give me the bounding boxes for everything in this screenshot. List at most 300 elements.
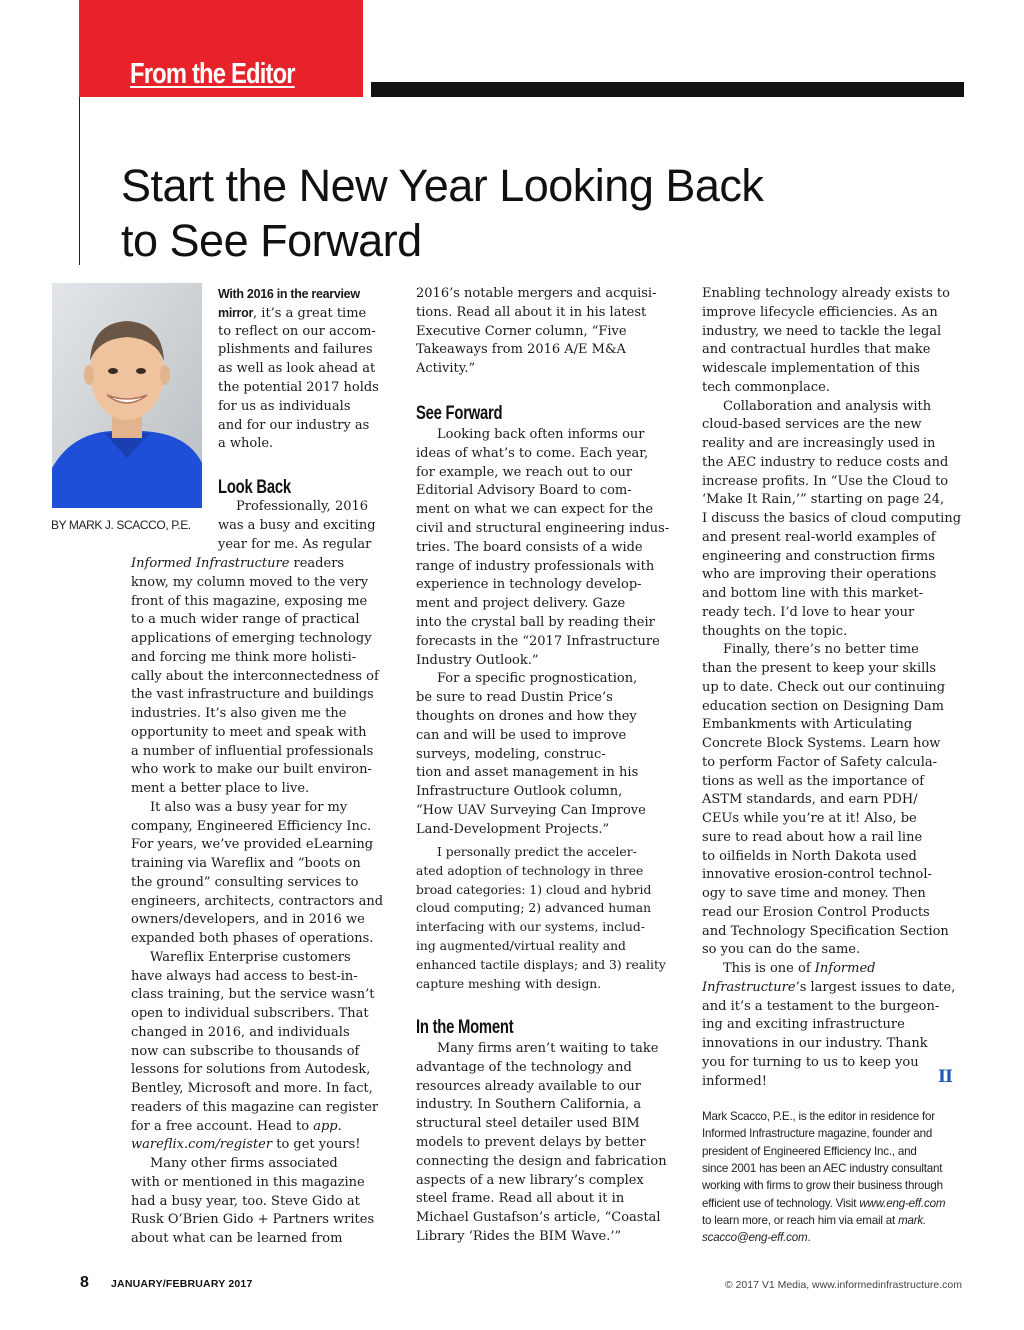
line-text: open to individual subscribers. That: [131, 1006, 369, 1021]
line-text: steel frame. Read all about it in: [416, 1191, 625, 1207]
text-line: [416, 708, 637, 727]
text-line: [131, 1230, 342, 1249]
text-line: [702, 341, 930, 360]
italic-text: www.eng-eff.com: [859, 1196, 946, 1210]
text-line: [702, 754, 937, 773]
line-text: ASTM standards, and earn PDH/: [702, 792, 918, 808]
text-line: [131, 968, 358, 987]
text-line: [702, 679, 945, 698]
text-line: [723, 398, 931, 417]
line-text: ready tech. I’d love to hear your: [702, 604, 915, 620]
line-text: informed!: [702, 1073, 767, 1089]
line-text: the potential 2017 holds: [218, 380, 379, 395]
italic-text: Infrastructure: [702, 979, 796, 995]
text-line: [702, 1125, 932, 1142]
text-line: [702, 1195, 945, 1212]
text-line: [218, 517, 376, 536]
line-text: for example, we reach out to our: [416, 464, 633, 480]
line-text: the vast infrastructure and buildings: [131, 687, 374, 703]
text-line: [416, 1078, 641, 1097]
line-text: a whole.: [218, 436, 274, 452]
text-line: [702, 1073, 767, 1092]
text-line: [702, 773, 924, 792]
line-text: Enabling technology already exists to: [702, 286, 950, 301]
line-text: reality and are increasingly used in: [702, 436, 936, 451]
line-text: class training, but the service wasn’t: [131, 987, 375, 1003]
line-text: about what can be learned from: [131, 1231, 343, 1246]
lead-in: With 2016 in the rearview: [218, 287, 360, 301]
line-text: capture meshing with design.: [416, 976, 602, 991]
text-line: [702, 585, 923, 604]
text-line: [131, 1080, 373, 1099]
text-line: [218, 398, 351, 417]
line-text: aspects of a new library’s complex: [416, 1172, 644, 1188]
text-line: [131, 705, 346, 724]
text-line: [416, 1209, 661, 1228]
line-text: enhanced tactile displays; and 3) reality: [416, 957, 666, 972]
line-text: Library ‘Rides the BIM Wave.’”: [416, 1229, 622, 1244]
line-text: For a specific prognostication,: [437, 671, 638, 687]
vertical-rule: [79, 97, 80, 265]
text-line: [416, 576, 642, 595]
subhead-look-back: Look Back: [218, 477, 291, 498]
text-line: [702, 323, 941, 342]
italic-text: Informed Infrastructure: [131, 556, 290, 571]
portrait-photo-icon: [52, 283, 202, 508]
text-line: [702, 548, 935, 567]
text-line: [131, 836, 373, 855]
text-line: [437, 843, 637, 862]
text-line: [416, 1190, 624, 1209]
line-text: models to prevent delays by better: [416, 1135, 646, 1150]
line-text: lessons for solutions from Autodesk,: [131, 1062, 371, 1078]
text-line: [218, 435, 273, 454]
text-line: [416, 727, 626, 746]
text-line: [416, 1115, 640, 1134]
text-line: [416, 501, 653, 520]
line-text: interfacing with our systems, includ-: [416, 920, 645, 935]
text-line: [702, 904, 930, 923]
line-text: owners/developers, and in 2016 we: [131, 912, 365, 928]
line-text: readers of this magazine can register: [131, 1099, 379, 1115]
section-title: From the Editor: [130, 58, 295, 90]
text-line: [702, 304, 938, 323]
text-line: [702, 1212, 926, 1229]
line-text: to get yours!: [272, 1137, 361, 1153]
text-line: [416, 595, 625, 614]
line-text: ogy to save time and money. Then: [702, 886, 926, 901]
line-text: thoughts on drones and how they: [416, 709, 637, 724]
text-line: [702, 998, 939, 1017]
text-line: [702, 529, 936, 548]
text-line: [416, 1153, 667, 1172]
line-text: was a busy and exciting: [218, 517, 376, 533]
line-text: Editorial Advisory Board to com-: [416, 483, 632, 499]
text-line: [218, 379, 379, 398]
text-line: [702, 1108, 935, 1125]
line-text: to oilfields in North Dakota used: [702, 848, 917, 864]
line-text: who are improving their operations: [702, 567, 937, 583]
text-line: [131, 668, 379, 687]
line-text: and present real-world examples of: [702, 529, 936, 545]
line-text: ment a better place to live.: [131, 781, 310, 796]
line-text: Michael Gustafson’s article, “Coastal: [416, 1210, 661, 1226]
line-text: company, Engineered Efficiency Inc.: [131, 818, 372, 834]
line-text: Collaboration and analysis with: [723, 398, 932, 414]
italic-text: Informed: [814, 961, 876, 976]
line-text: now can subscribe to thousands of: [131, 1043, 360, 1059]
line-text: since 2001 has been an AEC industry consultant: [702, 1161, 943, 1175]
line-text: structural steel detailer used BIM: [416, 1116, 640, 1132]
text-line: [416, 899, 651, 918]
issue-date: JANUARY/FEBRUARY 2017: [111, 1278, 253, 1290]
text-line: [131, 1174, 365, 1193]
text-line: [702, 1054, 919, 1073]
text-line: [131, 630, 372, 649]
headline: [121, 158, 941, 268]
italic-text: wareflix.com/register: [131, 1137, 273, 1153]
text-line: [702, 1035, 928, 1054]
line-text: “How UAV Surveying Can Improve: [416, 803, 646, 818]
text-line: [702, 716, 912, 735]
line-text: Mark Scacco, P.E., is the editor in residence for: [702, 1110, 935, 1123]
text-line: [416, 652, 539, 671]
line-text: tion and asset management in his: [416, 765, 639, 781]
line-text: be sure to read Dustin Price’s: [416, 690, 613, 706]
lead-in: mirror: [218, 305, 254, 320]
text-line: [416, 360, 475, 379]
line-text: broad categories: 1) cloud and hybrid: [416, 882, 652, 897]
line-text: CEUs while you’re at it! Also, be: [702, 811, 917, 826]
line-text: with or mentioned in this magazine: [131, 1174, 365, 1190]
text-line: [702, 660, 936, 679]
text-line: [416, 1096, 641, 1115]
text-line: [218, 360, 375, 379]
text-line: [131, 1211, 374, 1230]
line-text: applications of emerging technology: [131, 631, 372, 646]
text-line: [416, 802, 646, 821]
text-line: [702, 791, 918, 810]
line-text: civil and structural engineering indus-: [416, 521, 670, 536]
line-text: readers: [289, 556, 345, 571]
line-text: and it’s a testament to the burgeon-: [702, 998, 940, 1014]
line-text: sure to read about how a rail line: [702, 829, 923, 845]
line-text: experience in technology develop-: [416, 577, 642, 593]
subhead-in-the-moment: In the Moment: [416, 1017, 514, 1038]
text-line: [702, 491, 944, 510]
text-line: [416, 1172, 644, 1191]
copyright: © 2017 V1 Media, www.informedinfrastructure.com: [724, 1279, 962, 1291]
line-text: tions as well as the importance of: [702, 773, 925, 789]
text-line: [131, 611, 360, 630]
line-text: I discuss the basics of cloud computing: [702, 511, 962, 526]
text-line: [702, 360, 920, 379]
line-text: Takeaways from 2016 A/E M&A: [416, 342, 626, 358]
text-line: [218, 536, 371, 555]
text-line: [131, 1193, 360, 1212]
text-line: [416, 482, 632, 501]
line-text: had a busy year, too. Steve Gido at: [131, 1193, 360, 1209]
line-text: ment and project delivery. Gaze: [416, 596, 626, 612]
text-line: [702, 1016, 905, 1035]
text-line: [131, 874, 358, 893]
text-line: [218, 417, 369, 436]
text-line: [702, 566, 936, 585]
line-text: Finally, there’s no better time: [723, 642, 919, 658]
text-line: [702, 829, 922, 848]
line-text: innovative erosion-control technol-: [702, 867, 932, 883]
line-text: as well as look ahead at: [218, 361, 376, 377]
line-text: improve lifecycle efficiencies. As an: [702, 304, 938, 320]
line-text: industry. In Southern California, a: [416, 1097, 642, 1113]
text-line: [702, 435, 935, 454]
text-line: [702, 1143, 917, 1160]
line-text: efficient use of technology. Visit: [702, 1196, 860, 1210]
line-text: 2016’s notable mergers and acquisi-: [416, 286, 657, 301]
text-line: [131, 1061, 370, 1080]
line-text: to a much wider range of practical: [131, 612, 360, 628]
line-text: and for our industry as: [218, 417, 370, 433]
text-line: [218, 304, 366, 324]
line-text: Activity.”: [416, 361, 476, 377]
text-line: [702, 1229, 811, 1246]
line-text: you for turning to us to keep you: [702, 1054, 919, 1070]
text-line: [131, 930, 373, 949]
page-number: 8: [80, 1274, 89, 1291]
text-line: [416, 445, 648, 464]
text-line: [702, 810, 917, 829]
text-line: [131, 1136, 360, 1155]
line-text: and Technology Specification Section: [702, 923, 949, 939]
line-text: industries. It’s also given me the: [131, 706, 347, 721]
line-text: This is one of: [723, 961, 815, 976]
text-line: [416, 918, 645, 937]
text-line: [131, 1024, 350, 1043]
text-line: [131, 724, 367, 743]
line-text: engineers, architects, contractors and: [131, 893, 384, 909]
line-text: have always had access to best-in-: [131, 968, 358, 984]
text-line: [723, 960, 875, 979]
text-line: [702, 473, 948, 492]
text-line: [416, 862, 643, 881]
line-text: working with firms to grow their business through: [702, 1179, 943, 1193]
text-line: [131, 911, 365, 930]
text-line: [131, 1099, 378, 1118]
line-text: president of Engineered Efficiency Inc., and: [702, 1144, 917, 1158]
byline: BY MARK J. SCACCO, P.E.: [51, 518, 191, 532]
text-line: [218, 341, 373, 360]
line-text: than the present to keep your skills: [702, 661, 937, 676]
line-text: Looking back often informs our: [437, 427, 645, 442]
text-line: [702, 735, 940, 754]
line-text: into the crystal ball by reading their: [416, 615, 655, 630]
line-text: increase profits. In “Use the Cloud to: [702, 473, 949, 489]
line-text: ated adoption of technology in three: [416, 863, 644, 878]
headline-line-2: to See Forward: [121, 215, 422, 266]
line-text: to reflect on our accom-: [218, 323, 376, 339]
line-text: year for me. As regular: [218, 536, 372, 552]
text-line: [416, 821, 609, 840]
text-line: [702, 510, 961, 529]
line-text: Concrete Block Systems. Learn how: [702, 736, 941, 751]
line-text: expanded both phases of operations.: [131, 931, 374, 946]
text-line: [131, 686, 374, 705]
line-text: the AEC industry to reduce costs and: [702, 454, 949, 470]
line-text: engineering and construction firms: [702, 548, 935, 564]
text-line: [416, 1228, 621, 1247]
line-text: surveys, modeling, construc-: [416, 746, 606, 762]
line-text: tech commonplace.: [702, 379, 831, 395]
line-text: Wareflix Enterprise customers: [150, 949, 351, 965]
line-text: range of industry professionals with: [416, 558, 655, 574]
line-text: advantage of the technology and: [416, 1059, 632, 1075]
line-text: up to date. Check out our continuing: [702, 679, 946, 695]
text-line: [702, 848, 917, 867]
text-line: [131, 761, 372, 780]
line-text: Bentley, Microsoft and more. In fact,: [131, 1081, 373, 1096]
line-text: changed in 2016, and individuals: [131, 1024, 350, 1040]
line-text: for us as individuals: [218, 398, 351, 414]
text-line: [218, 285, 360, 305]
line-text: Infrastructure Outlook column,: [416, 784, 623, 800]
text-line: [150, 949, 351, 968]
text-line: [131, 855, 361, 874]
text-line: [416, 304, 646, 323]
line-text: forecasts in the “2017 Infrastructure: [416, 633, 660, 649]
line-text: resources already available to our: [416, 1078, 641, 1094]
line-text: ideas of what’s to come. Each year,: [416, 445, 649, 461]
text-line: [416, 937, 626, 956]
line-text: plishments and failures: [218, 342, 373, 358]
text-line: [416, 464, 632, 483]
line-text: .: [807, 1231, 811, 1245]
text-line: [702, 923, 949, 942]
line-text: so you can do the same.: [702, 942, 861, 958]
line-text: to perform Factor of Safety calcula-: [702, 754, 938, 770]
line-text: thoughts on the topic.: [702, 623, 848, 639]
line-text: Land-Development Projects.”: [416, 821, 610, 837]
text-line: [416, 881, 651, 900]
text-line: [702, 623, 847, 642]
line-text: Many firms aren’t waiting to take: [437, 1041, 659, 1056]
text-line: [131, 1005, 369, 1024]
line-text: For years, we’ve provided eLearning: [131, 837, 374, 853]
text-line: [702, 379, 830, 398]
line-text: tries. The board consists of a wide: [416, 539, 643, 555]
line-text: ment on what we can expect for the: [416, 502, 654, 518]
text-line: [702, 885, 926, 904]
text-line: [723, 641, 919, 660]
text-line: [416, 558, 654, 577]
line-text: to learn more, or reach him via email at: [702, 1213, 899, 1227]
line-text: cloud-based services are the new: [702, 417, 922, 433]
line-text: ’s largest issues to date,: [795, 979, 956, 995]
text-line: [702, 1177, 943, 1194]
line-text: , it’s a great time: [253, 305, 367, 321]
text-line: [131, 574, 368, 593]
text-line: [416, 689, 613, 708]
text-line: [702, 979, 955, 998]
subhead-see-forward: See Forward: [416, 403, 503, 424]
line-text: Industry Outlook.”: [416, 652, 539, 668]
text-line: [702, 1160, 942, 1177]
text-line: [131, 593, 367, 612]
line-text: Embankments with Articulating: [702, 717, 913, 733]
text-line: [416, 633, 660, 652]
text-line: [131, 780, 309, 799]
text-line: [416, 1059, 632, 1078]
text-line: [416, 956, 666, 975]
text-line: [416, 975, 601, 994]
text-line: [702, 285, 950, 304]
line-text: I personally predict the acceler-: [437, 845, 637, 859]
text-line: [218, 323, 376, 342]
line-text: It also was a busy year for my: [150, 799, 348, 815]
end-of-article-mark: II: [938, 1067, 952, 1087]
header-rule: [371, 82, 964, 97]
author-photo: [52, 283, 202, 508]
line-text: innovations in our industry. Thank: [702, 1036, 928, 1051]
text-line: [702, 454, 948, 473]
text-line: [131, 818, 371, 837]
line-text: cloud computing; 2) advanced human: [416, 901, 652, 916]
text-line: [416, 614, 655, 633]
line-text: Many other firms associated: [150, 1156, 338, 1171]
text-line: [416, 746, 606, 765]
line-text: a number of influential professionals: [131, 743, 374, 759]
italic-text: mark.: [898, 1213, 927, 1227]
line-text: ing augmented/virtual reality and: [416, 939, 626, 953]
line-text: and bottom line with this market-: [702, 586, 924, 601]
line-text: the ground” consulting services to: [131, 874, 359, 890]
text-line: [416, 341, 626, 360]
line-text: for a free account. Head to: [131, 1118, 314, 1134]
text-line: [150, 799, 347, 818]
line-text: front of this magazine, exposing me: [131, 593, 368, 609]
italic-text: scacco@eng-eff.com: [702, 1231, 808, 1245]
line-text: can and will be used to improve: [416, 727, 627, 743]
line-text: opportunity to meet and speak with: [131, 724, 367, 740]
line-text: education section on Designing Dam: [702, 698, 944, 714]
text-line: [702, 416, 922, 435]
text-line: [131, 743, 373, 762]
line-text: connecting the design and fabrication: [416, 1153, 667, 1169]
text-line: [131, 1043, 359, 1062]
line-text: ‘Make It Rain,’” starting on page 24,: [702, 492, 945, 508]
text-line: [131, 893, 383, 912]
text-line: [437, 426, 645, 445]
line-text: tions. Read all about it in his latest: [416, 304, 647, 320]
text-line: [702, 941, 860, 960]
text-line: [150, 1155, 338, 1174]
line-text: Professionally, 2016: [236, 499, 369, 514]
line-text: Informed Infrastructure magazine, founder and: [702, 1127, 933, 1141]
text-line: [416, 285, 656, 304]
text-line: [131, 1118, 342, 1137]
line-text: Executive Corner column, “Five: [416, 323, 627, 339]
line-text: know, my column moved to the very: [131, 574, 369, 590]
text-line: [702, 604, 914, 623]
line-text: cally about the interconnectedness of: [131, 668, 379, 684]
italic-text: app.: [313, 1118, 342, 1134]
line-text: training via Wareflix and “boots on: [131, 856, 361, 871]
text-line: [416, 323, 627, 342]
line-text: and forcing me think more holisti-: [131, 649, 357, 665]
line-text: industry, we need to tackle the legal: [702, 323, 942, 339]
text-line: [702, 698, 944, 717]
text-line: [416, 520, 669, 539]
line-text: read our Erosion Control Products: [702, 904, 930, 920]
